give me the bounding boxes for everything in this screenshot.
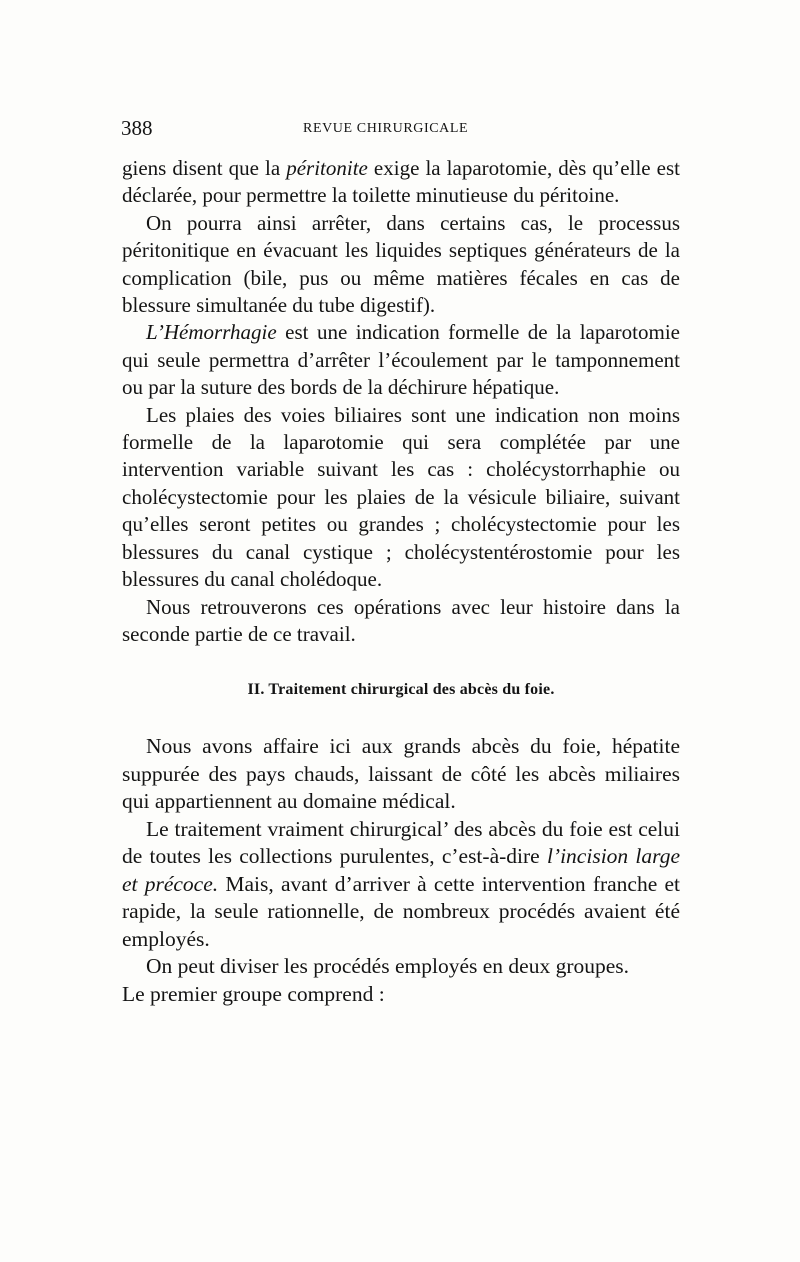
text-run: exige la laparotomie, dès qu’elle est déclarée, pour permettre la toilette minutieuse du péritoine.	[122, 156, 680, 208]
section-body	[122, 733, 680, 1008]
paragraph	[122, 319, 680, 401]
paragraph: Nous retrouverons ces opérations avec leur histoire dans la seconde partie de ce travail.	[122, 594, 680, 646]
paragraph: Le premier groupe comprend :	[122, 981, 385, 1006]
paragraph	[122, 816, 680, 954]
italic-term: L’Hémorrhagie	[146, 320, 277, 345]
italic-term: péritonite	[286, 156, 368, 180]
text-run: giens disent que la	[122, 156, 287, 180]
paragraph: Les plaies des voies biliaires sont une indication non moins formelle de la laparotomie qui sera complétée par une intervention variable suivant les cas : cholécystorrhaphie ou cholécystectomie pour les plaies de la vésicule biliaire, suivant qu’elles seront petites ou grandes ; cholécystectomie pour les blessures du canal cystique ; cholécystentérostomie pour les blessures du canal cholédoque.	[122, 402, 680, 592]
text-run: est une indication formelle de la laparotomie qui seule permettra d’arrêter l’écoulement par le tamponnement ou par la suture des bords de la déchirure hépatique.	[122, 320, 680, 400]
section-heading: II. Traitement chirurgical des abcès du foie.	[247, 681, 555, 699]
page-number: 388	[121, 116, 153, 140]
page-header	[121, 116, 681, 140]
text-run: Mais, avant d’arriver à cette intervention franche et rapide, la seule rationnelle, de nombreux procédés avaient été employés.	[122, 871, 680, 951]
body-text	[122, 155, 680, 1008]
paragraph: Nous avons affaire ici aux grands abcès du foie, hépatite suppurée des pays chauds, laissant de côté les abcès miliaires qui appartiennent au domaine médical.	[122, 734, 680, 814]
paragraph: On peut diviser les procédés employés en deux groupes.	[146, 954, 630, 979]
paragraph	[122, 155, 680, 210]
running-head: REVUE CHIRURGICALE	[303, 121, 469, 136]
text-run: Le traitement vraiment chirurgical’ des abcès du foie est celui de toutes les collections purulentes, c’est-à-dire	[122, 816, 680, 869]
paragraph: On pourra ainsi arrêter, dans certains cas, le processus péritonitique en évacuant les liquides septiques générateurs de la complication (bile, pus ou même matières fécales en cas de blessure simultanée du tube digestif).	[122, 210, 680, 318]
italic-term: l’incision large et précoce.	[122, 844, 680, 896]
